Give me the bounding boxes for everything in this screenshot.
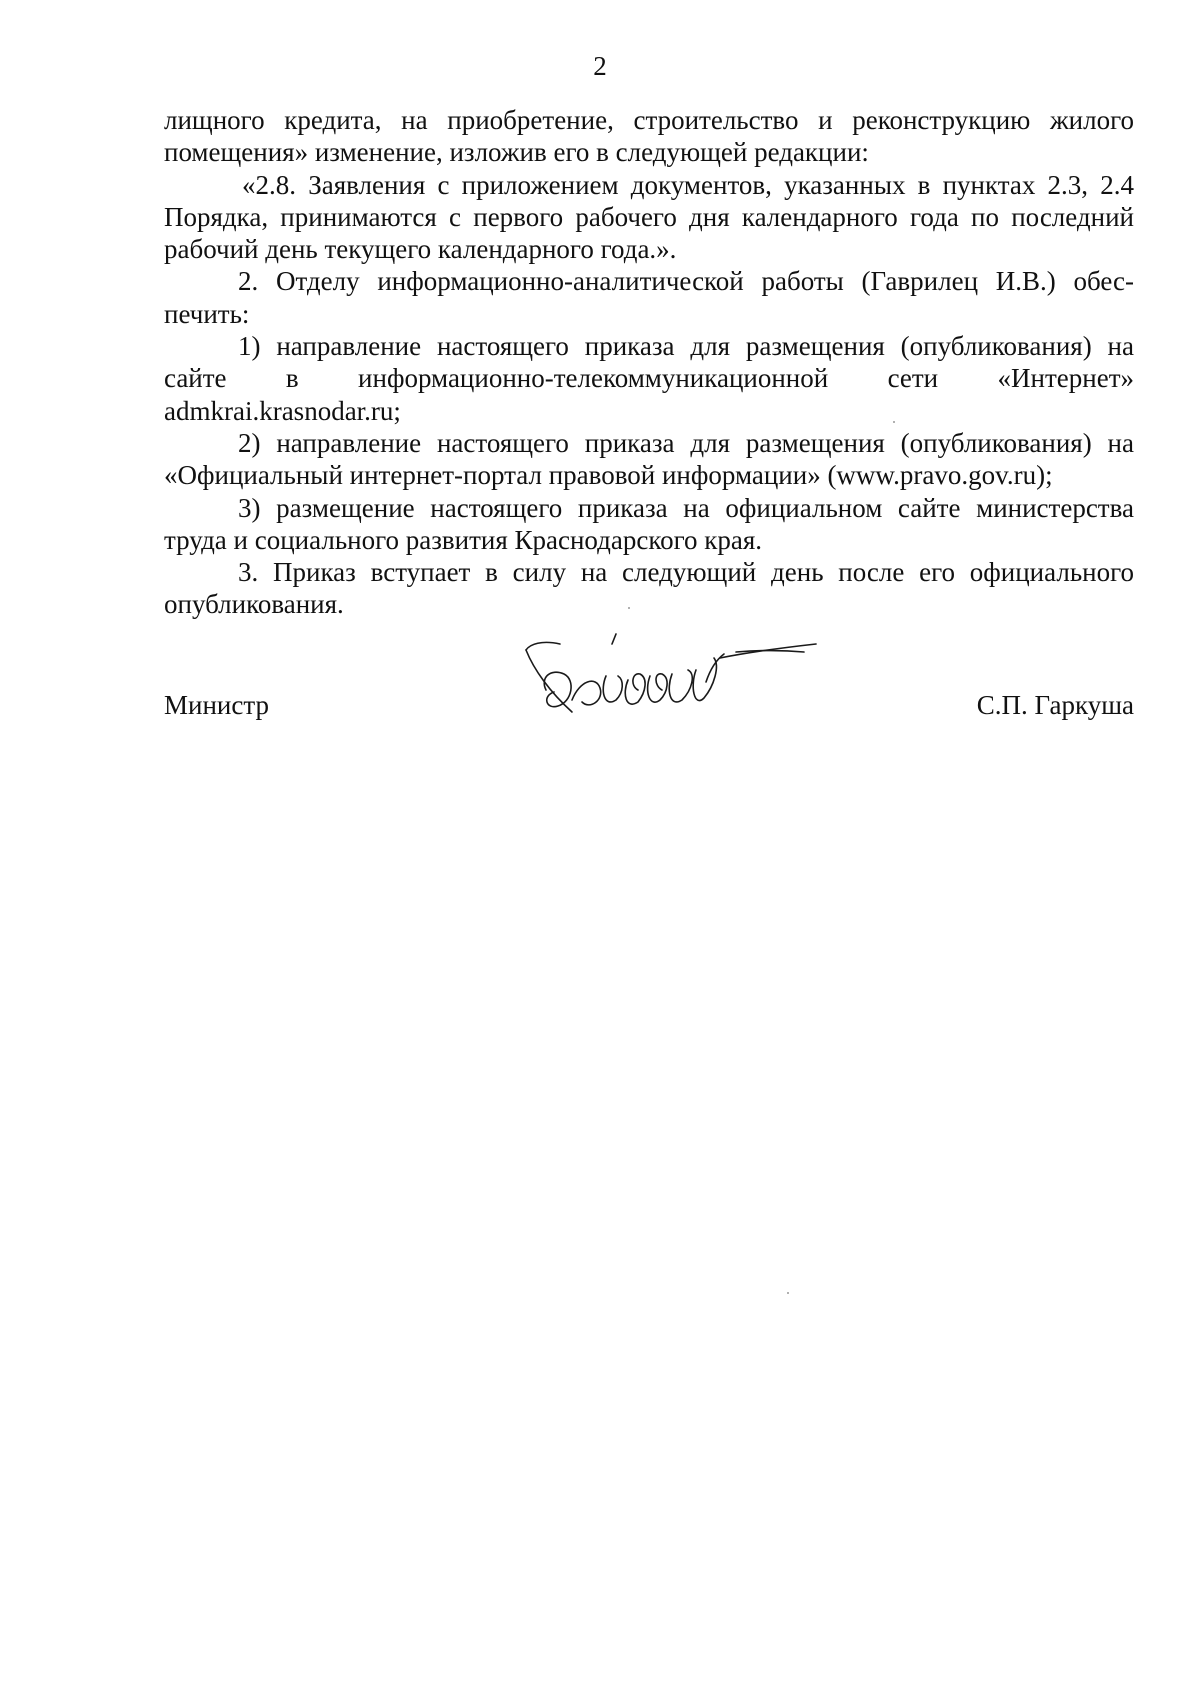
scan-speck <box>893 421 895 423</box>
signature-block <box>164 689 1134 729</box>
paragraph-item-2: 2. Отделу информационно-аналитической работы (Гаврилец И.В.) обес-печить: <box>164 266 1134 329</box>
page-number: 2 <box>593 51 607 81</box>
scan-speck <box>628 607 630 609</box>
paragraph-item-3: 3. Приказ вступает в силу на следующий день после его официального опубликования. <box>164 557 1134 620</box>
signatory-position: Министр <box>164 690 269 720</box>
paragraph-quoted-amendment: «2.8. Заявления с приложением документов, указанных в пунктах 2.3, 2.4 Порядка, принимаются с первого рабочего дня календарного года по последний рабочий день текущего календарного года.». <box>164 169 1134 265</box>
paragraph-continuation: лищного кредита, на приобретение, строительство и реконструкцию жилого помещения» изменение, изложив его в следующей редакции: <box>164 105 1134 168</box>
paragraph-subitem-2: 2) направление настоящего приказа для размещения (опубликования) на «Официальный интернет-портал правовой информации» (www.pravo.gov.ru); <box>164 427 1134 491</box>
paragraph-subitem-1: 1) направление настоящего приказа для размещения (опубликования) на сайте в информационно-телекоммуникационной сети «Интернет» admkrai.krasnodar.ru; <box>164 331 1134 426</box>
document-body <box>164 104 1134 621</box>
paragraph-subitem-3: 3) размещение настоящего приказа на официальном сайте министерства труда и социального развития Краснодарского края. <box>164 492 1134 555</box>
signatory-name: С.П. Гаркуша <box>976 690 1134 720</box>
scan-speck <box>787 1292 789 1294</box>
